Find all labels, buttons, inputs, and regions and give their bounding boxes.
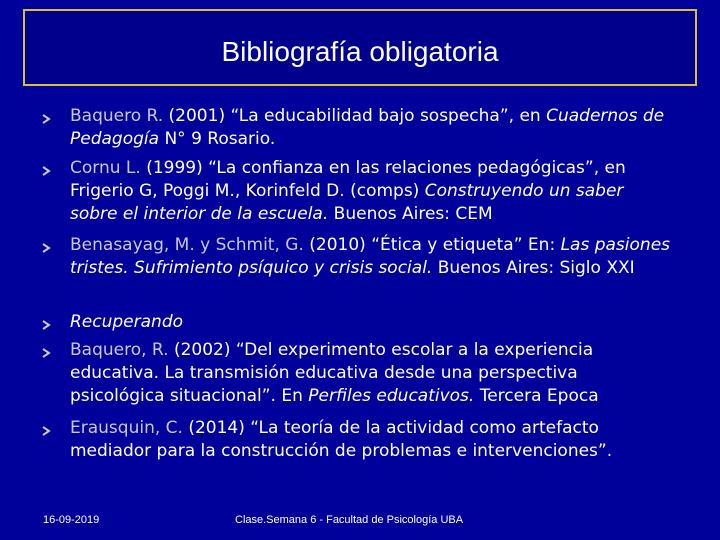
footer-caption: Clase.Semana 6 - Facultad de Psicología UBA xyxy=(235,514,464,526)
title-box xyxy=(23,9,697,86)
item-author: Benasayag, M. y Schmit, G. xyxy=(70,235,304,255)
list-item: Erausquin, C. (2014) “La teoría de la actividad como artefacto mediador para la construcción de problemas e intervenciones”. xyxy=(70,418,613,461)
bullet-chevron-icon xyxy=(41,425,53,437)
bullet-chevron-icon xyxy=(41,165,53,177)
footer-date: 16-09-2019 xyxy=(43,514,100,526)
bullet-chevron-icon xyxy=(41,319,53,331)
item-author: Baquero R. xyxy=(70,106,164,126)
list-item: Cornu L. (1999) “La confianza en las relaciones pedagógicas”, en Frigerio G, Poggi M., Korinfeld D. (comps) Construyendo un saber sobre el interior de la escuela. Buenos Aires: CEM xyxy=(70,158,626,224)
item-author: Baquero, R. xyxy=(70,340,169,360)
list-item xyxy=(70,311,670,334)
bullet-chevron-icon xyxy=(41,347,53,359)
list-item: Baquero, R. (2002) “Del experimento escolar a la experiencia educativa. La transmisión educativa desde una perspectiva psicológica situacional”. En Perfiles educativos. Tercera Epoca xyxy=(70,340,599,406)
bullet-chevron-icon xyxy=(41,242,53,254)
section-label: Recuperando xyxy=(70,312,184,332)
item-author: Erausquin, C. xyxy=(70,418,183,438)
list-item: Benasayag, M. y Schmit, G. (2010) “Ética y etiqueta” En: Las pasiones tristes. Sufrimiento psíquico y crisis social. Buenos Aires: Siglo XXI xyxy=(70,235,671,278)
bullet-chevron-icon xyxy=(41,113,53,125)
item-author: Cornu L. xyxy=(70,158,141,178)
list-item: Baquero R. (2001) “La educabilidad bajo sospecha”, en Cuadernos de Pedagogía N° 9 Rosario. xyxy=(70,106,665,149)
slide-title: Bibliografía obligatoria xyxy=(221,35,499,67)
